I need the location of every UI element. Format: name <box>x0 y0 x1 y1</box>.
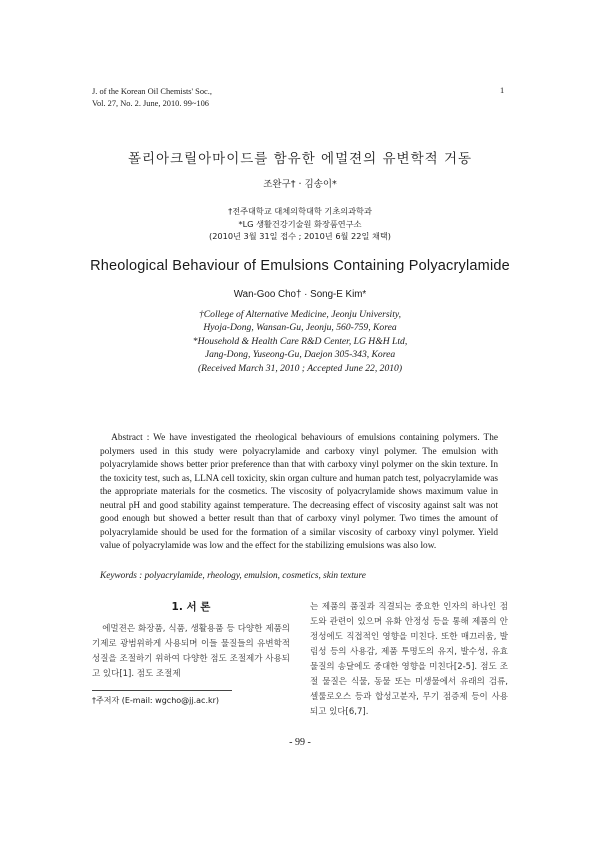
journal-line-1: J. of the Korean Oil Chemists' Soc., <box>92 87 212 96</box>
page-number-bottom: - 99 - <box>289 737 311 748</box>
intro-paragraph-right: 는 제품의 품질과 직결되는 중요한 인자의 하나인 점도와 관련이 있으며 유화 안정성 등을 통해 제품의 안정성에도 직접적인 영향을 미친다. 또한 매끄러움, 발림성 등의 사용감, 제품 투명도의 유지, 발수성, 유효물질의 송달에도 중대한 영향을 미친다[2-5]. 점도 조절 물질은 식물, 동물 또는 미생물에서 유래의 검류, 셀룰로오스 등과 합성고분자, 무기 점증제 등이 사용되고 있다[6,7]. <box>310 602 508 717</box>
journal-citation <box>92 86 212 109</box>
korean-affiliation-1: †전주대학교 대체의학대학 기초의과학과 <box>228 206 372 216</box>
abstract <box>100 432 498 554</box>
english-received-date: (Received March 31, 2010 ; Accepted June 22, 2010) <box>197 362 403 374</box>
korean-authors: 조완구† · 김송이* <box>263 179 337 190</box>
abstract-label: Abstract <box>111 433 143 443</box>
korean-affiliation-2: *LG 생활건강기술원 화장품연구소 <box>238 218 362 229</box>
english-affiliation-line: Jang-Dong, Yuseong-Gu, Daejon 305-343, Korea <box>204 349 396 361</box>
english-authors: Wan-Goo Cho† · Song-E Kim* <box>233 289 367 300</box>
english-affiliation-line: Hyoja-Dong, Wansan-Gu, Jeonju, 560-759, Korea <box>203 322 397 334</box>
english-affiliation-line: †College of Alternative Medicine, Jeonju University, <box>198 309 402 320</box>
korean-affiliations <box>0 205 600 243</box>
korean-received-date: (2010년 3월 31일 접수 ; 2010년 6월 22일 채택) <box>209 231 391 241</box>
journal-line-2: Vol. 27, No. 2. June, 2010. 99~106 <box>92 98 209 108</box>
footnote: †주저자 (E-mail: wgcho@jj.ac.kr) <box>92 696 220 705</box>
left-column-text <box>92 622 290 682</box>
page-number-top: 1 <box>500 86 505 95</box>
abstract-text: : We have investigated the rheological behaviours of emulsions containing polymers. The polymers used in this study were polyacrylamide and carboxy vinyl polymer. The emulsion with polyacrylamide shows better prior preference than that with carboxy vinyl polymer on the skin texture. In the toxicity test, such as, LLNA cell toxicity, skin organ culture and human patch test, polyacrylamide was the appropriate materials for the cosmetics. The viscosity of polyacrylamide shows maximum value in neutral pH and good stability against temperature. The decreasing effect of viscosity against salt was not good enough but showed a better result than that of carboxy vinyl polymer. Two times the amount of polyacrylamide should be used for the formation of a similar viscosity of carboxy vinyl polymer. Yield value of polyacrylamide was low and the effect for the stabilizing emulsions was also low. <box>100 433 498 551</box>
english-title: Rheological Behaviour of Emulsions Containing Polyacrylamide <box>90 258 510 274</box>
korean-title: 폴리아크릴아마이드를 함유한 에멀젼의 유변학적 거동 <box>127 151 473 167</box>
intro-paragraph-left: 에멀젼은 화장품, 식품, 생활용품 등 다양한 제품의 기제로 광범위하게 사용되며 이들 물질들의 유변학적 성질을 조절하기 위하여 다양한 점도 조절제가 사용되고 있다[1]. 점도 조절제 <box>92 624 290 679</box>
right-column-text <box>310 600 508 720</box>
english-affiliation-line: *Household & Health Care R&D Center, LG H&H Ltd, <box>192 335 408 347</box>
footnote-rule <box>92 690 232 691</box>
keywords: Keywords : polyacrylamide, rheology, emulsion, cosmetics, skin texture <box>100 571 366 581</box>
section-heading: 1. 서 론 <box>171 601 211 613</box>
english-affiliations <box>0 308 600 375</box>
